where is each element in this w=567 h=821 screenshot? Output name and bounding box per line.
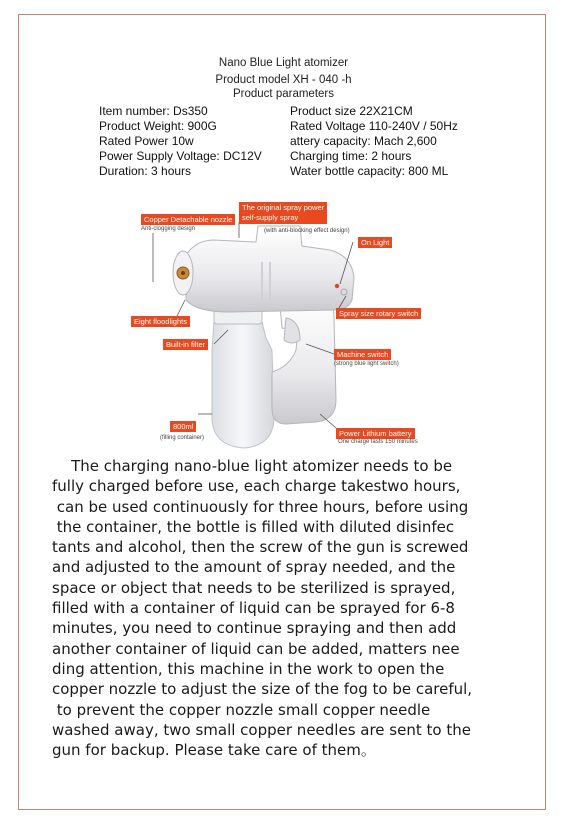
spec-weight: Product Weight: 900G: [99, 119, 217, 133]
battery-note: One charge lasts 150 minutes: [338, 439, 418, 445]
description-line: space or object that needs to be sterilized is sprayed,: [52, 578, 456, 597]
description-line: and adjusted to the amount of spray needed, and the: [52, 558, 456, 577]
copper-nozzle-label: Copper Detachable nozzle: [141, 214, 235, 225]
on-light-label: On Light: [358, 237, 392, 248]
spec-battery-capacity: attery capacity: Mach 2,600: [290, 134, 437, 148]
spec-charging-time: Charging time: 2 hours: [290, 149, 412, 163]
product-parameters-heading: Product parameters: [233, 88, 334, 100]
capacity-note: (filling container): [160, 435, 205, 441]
spec-size: Product size 22X21CM: [290, 104, 413, 118]
spray-supply-note: (with anti-blocking effect design): [264, 228, 350, 234]
capacity-label: 800ml: [170, 421, 196, 432]
description-line: gun for backup. Please take care of them。: [52, 741, 376, 760]
description-line: washed away, two small copper needles are sent to the: [52, 720, 471, 739]
product-model: Product model XH - 040 -h: [215, 74, 352, 86]
machine-switch-note: (strong blue light switch): [334, 361, 399, 367]
description-line: The charging nano-blue light atomizer needs to be: [52, 457, 453, 475]
product-title: Nano Blue Light atomizer: [218, 57, 349, 69]
description-line: copper nozzle to adjust the size of the fog to be careful,: [52, 680, 473, 699]
spec-supply-voltage: Power Supply Voltage: DC12V: [99, 149, 262, 163]
floodlights-label: Eight floodlights: [131, 316, 190, 327]
copper-nozzle-note: Anti-clogging design: [141, 226, 196, 232]
spec-item-number: Item number: Ds350: [99, 104, 208, 118]
spec-rated-voltage: Rated Voltage 110-240V / 50Hz: [290, 119, 458, 133]
spray-supply-line-1: The original spray power: [242, 203, 325, 212]
description-line: another container of liquid can be added, matters nee: [52, 639, 460, 658]
battery-label: Power Lithium battery: [336, 428, 415, 439]
spray-supply-label: [239, 202, 327, 224]
machine-switch-label: Machine switch: [334, 349, 391, 360]
filter-label: Built-in filter: [163, 339, 208, 350]
description-line: filled with a container of liquid can be sprayed for 6-8: [52, 599, 455, 618]
spray-supply-line-2: self-supply spray: [242, 213, 299, 222]
rotary-switch-label: Spray size rotary switch: [336, 308, 421, 319]
description-paragraph: [52, 456, 520, 760]
spec-power: Rated Power 10w: [99, 134, 194, 148]
spec-duration: Duration: 3 hours: [99, 164, 192, 178]
description-line: to prevent the copper nozzle small copper needle: [52, 700, 431, 719]
spec-bottle-capacity: Water bottle capacity: 800 ML: [290, 164, 449, 178]
description-line: minutes, you need to continue spraying and then add: [52, 619, 457, 638]
description-line: tants and alcohol, then the screw of the gun is screwed: [52, 538, 469, 557]
description-line: can be used continuously for three hours, before using: [52, 497, 469, 516]
description-line: fully charged before use, each charge takestwo hours,: [52, 477, 461, 496]
description-line: ding attention, this machine in the work to open the: [52, 659, 445, 678]
description-line: the container, the bottle is filled with diluted disinfec: [52, 517, 455, 536]
